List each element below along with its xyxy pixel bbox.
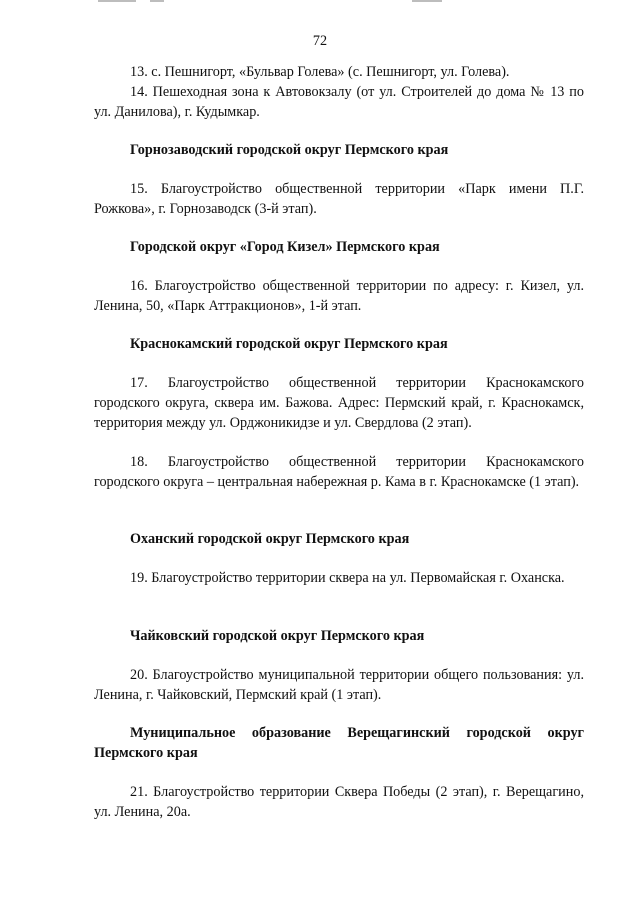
section-heading-krasnokamsk: Краснокамский городской округ Пермского края	[130, 336, 448, 352]
section-heading-kizel: Городской округ «Город Кизел» Пермского края	[130, 239, 440, 255]
list-item-16: 16. Благоустройство общественной территории по адресу: г. Кизел, ул. Ленина, 50, «Парк Аттракционов», 1-й этап.	[94, 278, 584, 314]
list-item-17: 17. Благоустройство общественной территории Краснокамского городского округа, сквера им. Бажова. Адрес: Пермский край, г. Краснокамск, территория между ул. Орджоникидзе и ул. Свердлова (2 этап).	[94, 375, 584, 431]
top-edge-marks	[0, 0, 640, 6]
section-heading-okhansk: Оханский городской округ Пермского края	[130, 531, 410, 547]
list-item-21: 21. Благоустройство территории Сквера Победы (2 этап), г. Верещагино, ул. Ленина, 20а.	[94, 784, 584, 820]
list-item-14: 14. Пешеходная зона к Автовокзалу (от ул. Строителей до дома № 13 по ул. Данилова), г. Кудымкар.	[94, 84, 584, 120]
list-item-19: 19. Благоустройство территории сквера на ул. Первомайская г. Оханска.	[130, 570, 565, 586]
list-item-15: 15. Благоустройство общественной территории «Парк имени П.Г. Рожкова», г. Горнозаводск (3-й этап).	[94, 181, 584, 217]
section-heading-gornozavodsk: Горнозаводский городской округ Пермского края	[130, 142, 449, 158]
section-heading-chaikovsky: Чайковский городской округ Пермского края	[130, 628, 425, 644]
list-item-13: 13. с. Пешнигорт, «Бульвар Голева» (с. Пешнигорт, ул. Голева).	[130, 64, 510, 80]
list-item-18: 18. Благоустройство общественной территории Краснокамского городского округа – центральная набережная р. Кама в г. Краснокамске (1 этап).	[94, 454, 584, 490]
section-heading-vereshchagino: Муниципальное образование Верещагинский городской округ Пермского края	[94, 725, 584, 761]
page-number: 72	[312, 33, 328, 49]
list-item-20: 20. Благоустройство муниципальной территории общего пользования: ул. Ленина, г. Чайковский, Пермский край (1 этап).	[94, 667, 584, 703]
